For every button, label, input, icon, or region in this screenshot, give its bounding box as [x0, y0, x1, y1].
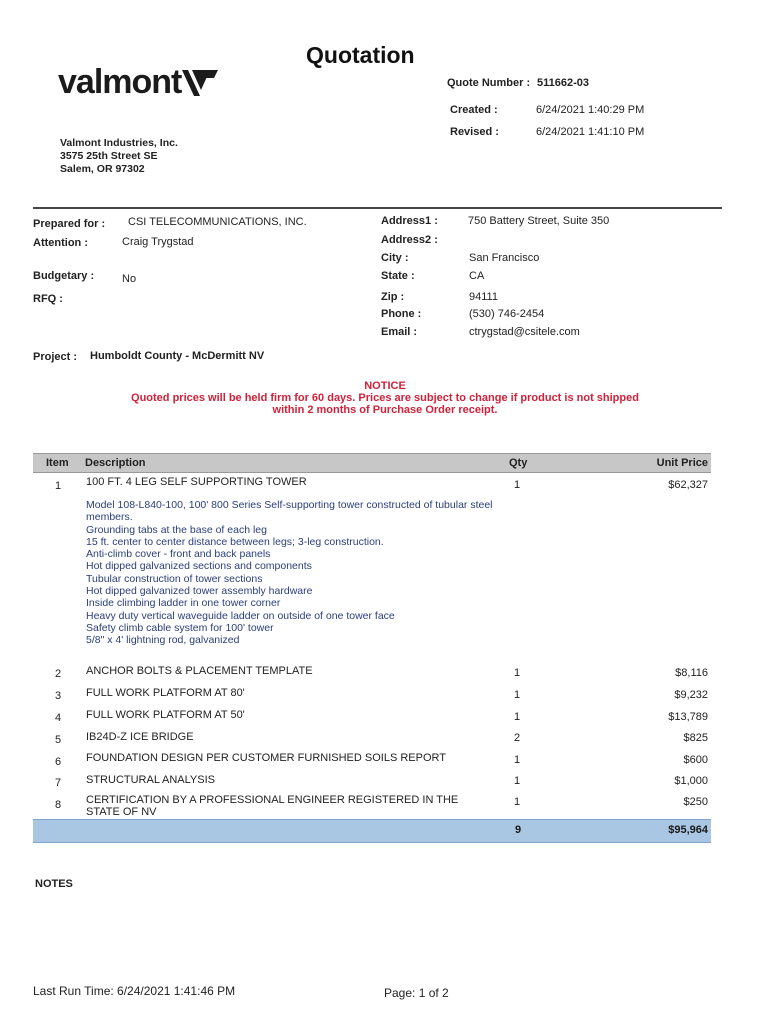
- city: San Francisco: [469, 252, 540, 264]
- last-run-time: Last Run Time: 6/24/2021 1:41:46 PM: [33, 984, 236, 998]
- phone-label: Phone :: [381, 308, 422, 320]
- row-description: FULL WORK PLATFORM AT 80': [86, 687, 245, 699]
- row-description: FOUNDATION DESIGN PER CUSTOMER FURNISHED SOILS REPORT: [86, 752, 446, 764]
- zip: 94111: [469, 291, 498, 303]
- col-unit-price: Unit Price: [656, 457, 708, 469]
- row-description: 100 FT. 4 LEG SELF SUPPORTING TOWER: [86, 476, 307, 488]
- quote-number-label: Quote Number :: [447, 77, 531, 89]
- email-label: Email :: [381, 326, 418, 338]
- detail-line: Safety climb cable system for 100' tower: [86, 621, 274, 634]
- detail-line: members.: [86, 511, 133, 524]
- row-qty: 1: [514, 775, 521, 787]
- city-label: City :: [381, 252, 409, 264]
- row-qty: 1: [514, 796, 521, 808]
- detail-line: Tubular construction of tower sections: [86, 572, 263, 585]
- rfq-label: RFQ :: [33, 293, 63, 305]
- row-item-number: 7: [55, 777, 62, 789]
- row-price: $9,232: [674, 689, 708, 701]
- totals-bar: [33, 819, 711, 843]
- detail-line: Inside climbing ladder in one tower corner: [86, 597, 281, 610]
- notice-line-1: Quoted prices will be held firm for 60 days. Prices are subject to change if product is not shipped: [131, 392, 639, 404]
- detail-line: 15 ft. center to center distance between legs; 3-leg construction.: [86, 535, 384, 548]
- row-item-number: 3: [55, 690, 62, 702]
- row-price: $62,327: [668, 479, 708, 491]
- total-qty: 9: [515, 824, 522, 836]
- notice-title: NOTICE: [364, 380, 406, 392]
- col-item: Item: [46, 457, 69, 469]
- row-price: $13,789: [668, 711, 708, 723]
- company-name: Valmont Industries, Inc.: [60, 137, 178, 149]
- row-qty: 2: [514, 732, 521, 744]
- prepared-for: CSI TELECOMMUNICATIONS, INC.: [128, 216, 307, 228]
- detail-line: Hot dipped galvanized sections and components: [86, 560, 312, 573]
- price-notice: [0, 380, 770, 416]
- company-address: [60, 137, 178, 176]
- revised-date: 6/24/2021 1:41:10 PM: [536, 126, 645, 138]
- phone: (530) 746-2454: [469, 308, 545, 320]
- row-qty: 1: [514, 754, 521, 766]
- detail-line: Model 108-L840-100, 100' 800 Series Self-supporting tower constructed of tubular steel: [86, 499, 493, 511]
- row-item-number: 2: [55, 668, 62, 680]
- row-description: ANCHOR BOLTS & PLACEMENT TEMPLATE: [86, 665, 313, 677]
- row-qty: 1: [514, 667, 521, 679]
- zip-label: Zip :: [381, 291, 405, 303]
- row-description: FULL WORK PLATFORM AT 50': [86, 709, 245, 721]
- document-title: Quotation: [306, 42, 415, 68]
- row-price: $250: [683, 796, 708, 808]
- row-qty: 1: [514, 689, 521, 701]
- detail-line: Anti-climb cover - front and back panels: [86, 548, 271, 561]
- row-item-number: 5: [55, 734, 62, 746]
- company-city: Salem, OR 97302: [60, 163, 145, 175]
- detail-line: 5/8" x 4' lightning rod, galvanized: [86, 634, 240, 647]
- valmont-v-icon: [180, 66, 220, 100]
- row-qty: 1: [514, 479, 521, 491]
- header-divider: [33, 207, 722, 209]
- valmont-logo: valmont: [58, 63, 182, 101]
- row-item-number: 4: [55, 712, 62, 724]
- row-price: $8,116: [675, 667, 708, 679]
- prepared-for-label: Prepared for :: [33, 218, 106, 230]
- detail-line: Hot dipped galvanized tower assembly hardware: [86, 585, 313, 598]
- notice-line-2: within 2 months of Purchase Order receipt.: [272, 404, 498, 416]
- row-qty: 1: [514, 711, 521, 723]
- item-1-details: [86, 499, 516, 647]
- state: CA: [469, 270, 485, 282]
- detail-line: Grounding tabs at the base of each leg: [86, 523, 267, 536]
- row-price: $1,000: [674, 775, 708, 787]
- row-item-number: 6: [55, 756, 62, 768]
- state-label: State :: [381, 270, 415, 282]
- attention-label: Attention :: [33, 237, 88, 249]
- project-name: Humboldt County - McDermitt NV: [90, 350, 265, 362]
- col-qty: Qty: [509, 457, 528, 469]
- address1-label: Address1 :: [381, 215, 438, 227]
- row-description: CERTIFICATION BY A PROFESSIONAL ENGINEER REGISTERED IN THE: [86, 794, 459, 806]
- row-item-number: 1: [55, 480, 62, 492]
- row-price: $825: [683, 732, 708, 744]
- address1: 750 Battery Street, Suite 350: [468, 215, 610, 227]
- row-description-continued: STATE OF NV: [86, 806, 157, 818]
- row-description: IB24D-Z ICE BRIDGE: [86, 731, 194, 743]
- budgetary-label: Budgetary :: [33, 270, 95, 282]
- revised-label: Revised :: [450, 126, 499, 138]
- detail-line: Heavy duty vertical waveguide ladder on outside of one tower face: [86, 609, 395, 622]
- notes-heading: NOTES: [35, 878, 73, 890]
- created-label: Created :: [450, 104, 498, 116]
- budgetary: No: [122, 273, 137, 285]
- row-item-number: 8: [55, 799, 62, 811]
- col-description: Description: [85, 457, 146, 469]
- page-number: Page: 1 of 2: [384, 986, 449, 1000]
- row-price: $600: [683, 754, 708, 766]
- row-description: STRUCTURAL ANALYSIS: [86, 774, 215, 786]
- created-date: 6/24/2021 1:40:29 PM: [536, 104, 645, 116]
- attention: Craig Trygstad: [122, 236, 194, 248]
- quote-number: 511662-03: [537, 77, 589, 89]
- company-street: 3575 25th Street SE: [60, 150, 158, 162]
- total-price: $95,964: [668, 824, 708, 836]
- address2-label: Address2 :: [381, 234, 438, 246]
- table-header: [33, 453, 711, 473]
- project-label: Project :: [33, 351, 78, 363]
- email: ctrygstad@csitele.com: [469, 326, 580, 338]
